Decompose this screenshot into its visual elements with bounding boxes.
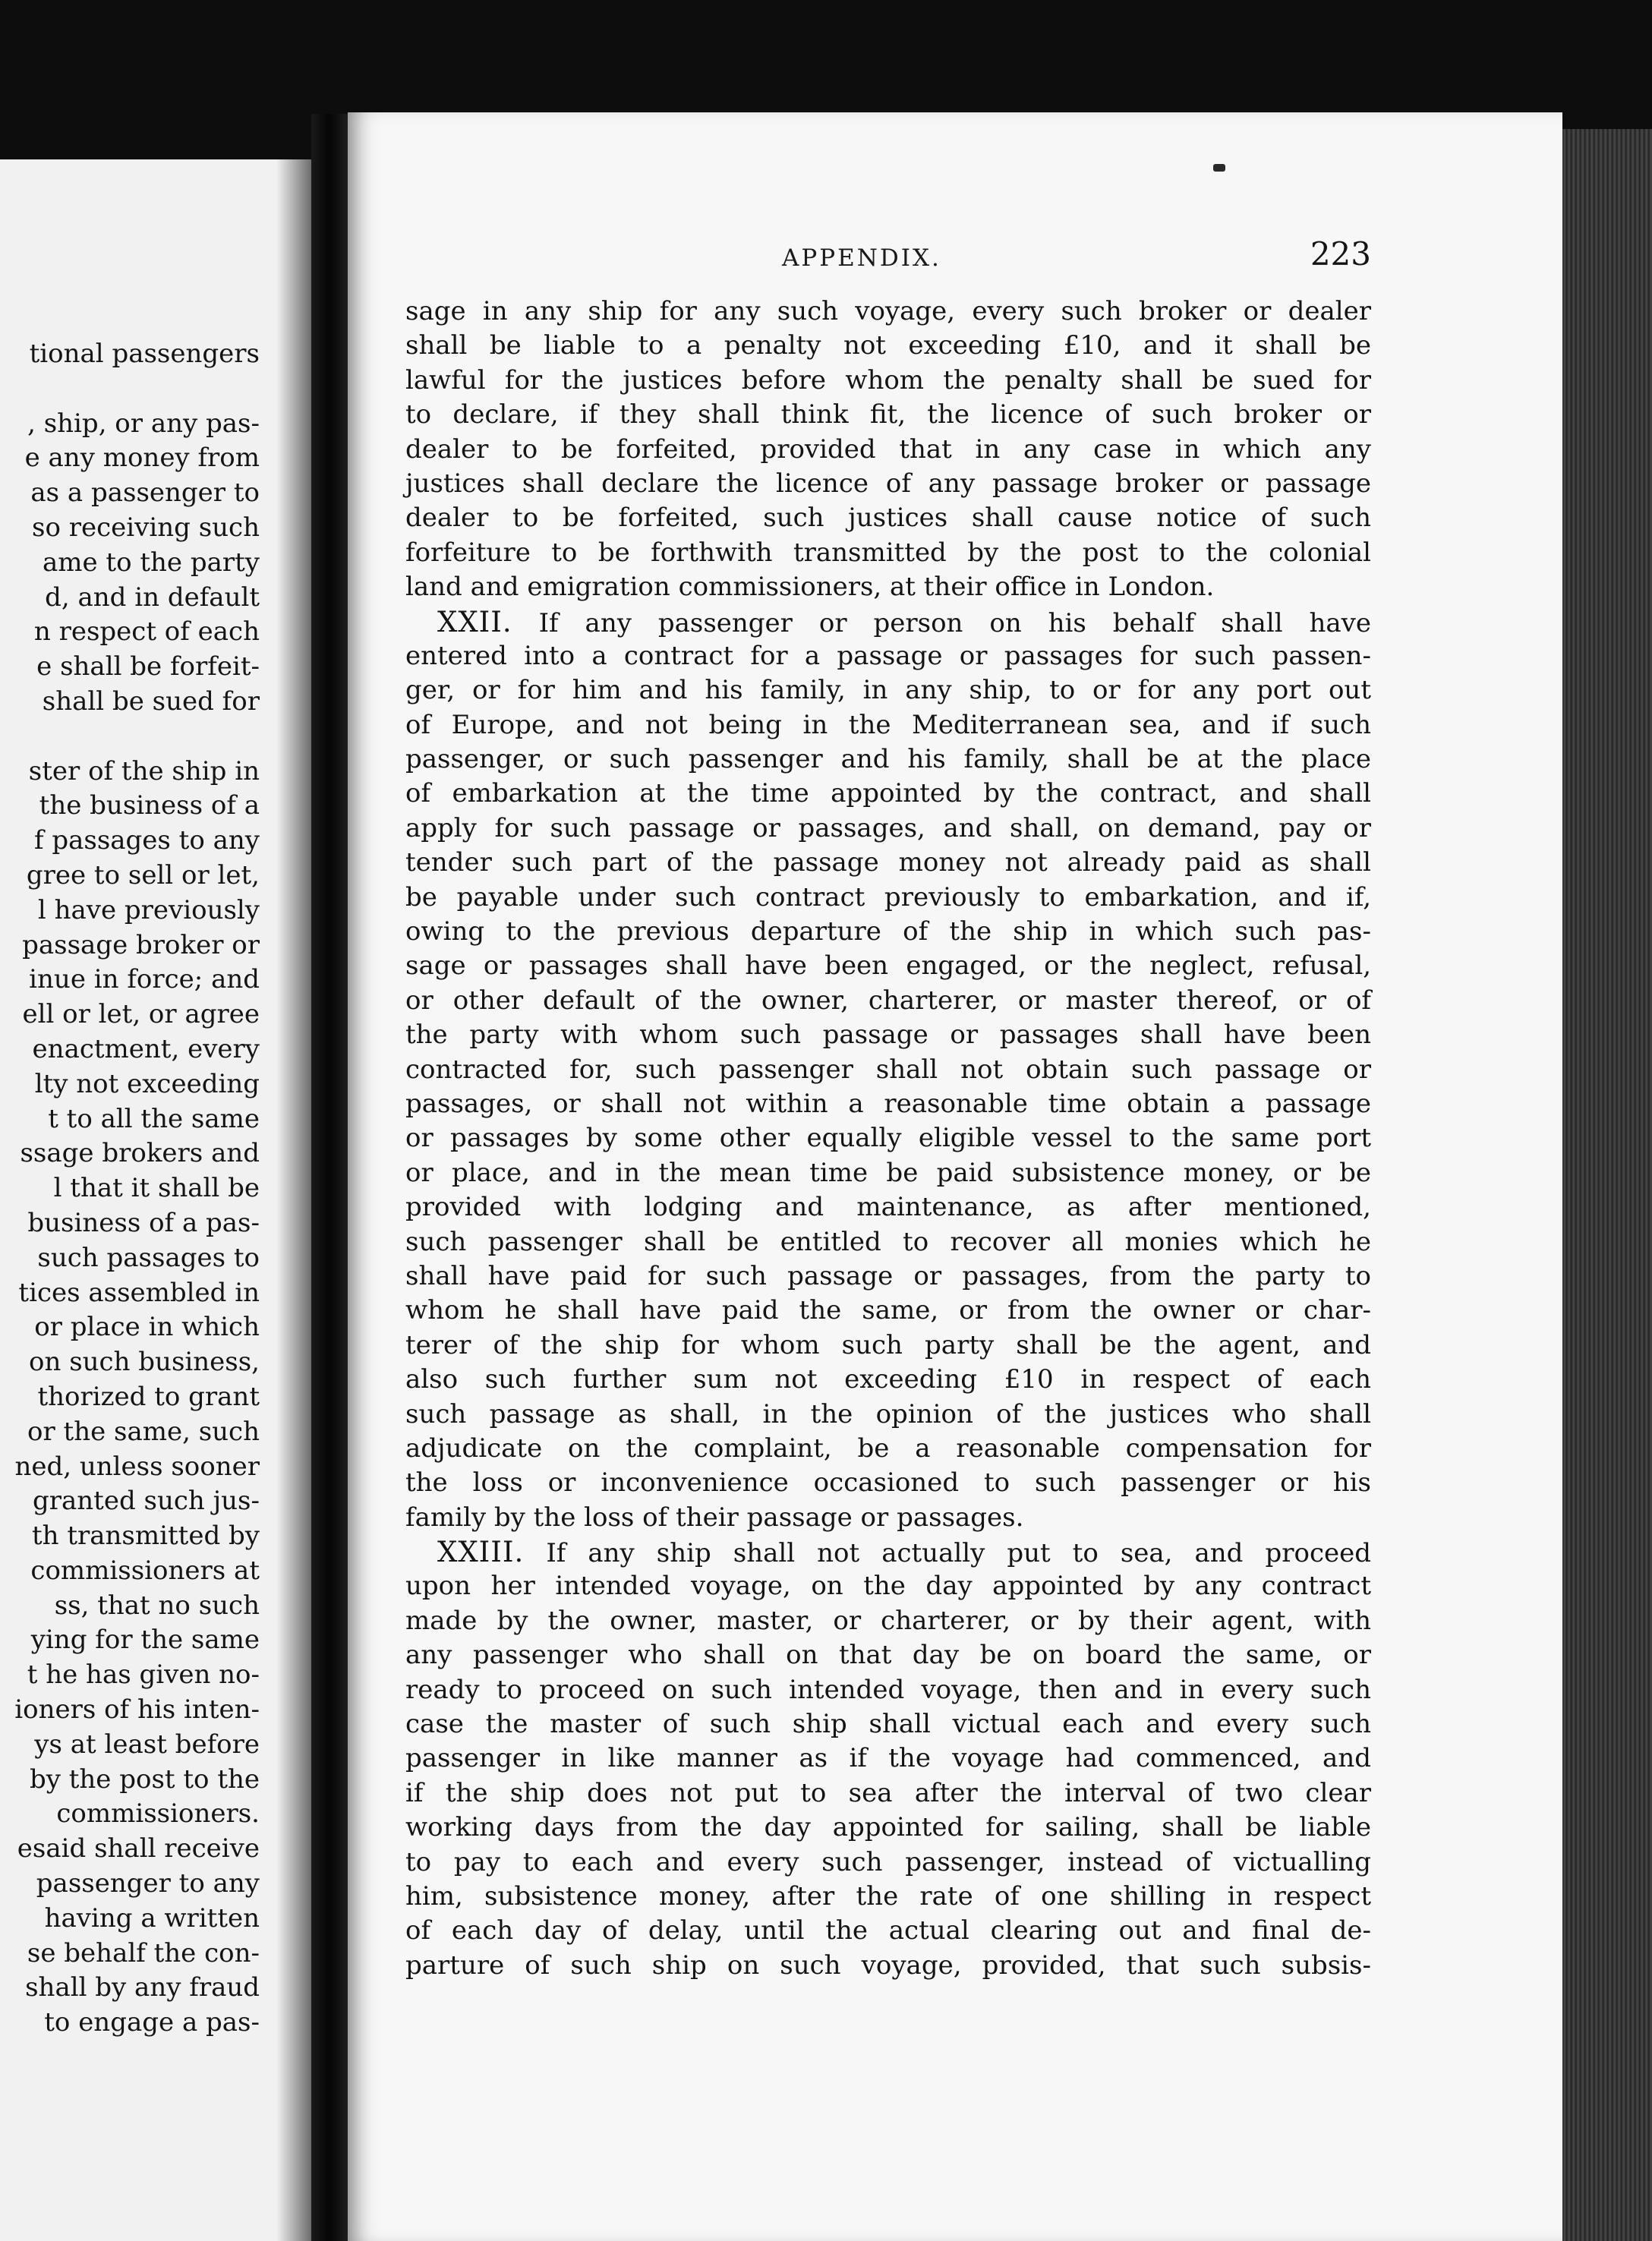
text-line: or other default of the owner, charterer, or master thereof, or of (405, 985, 1371, 1016)
text-line: ger, or for him and his family, in any ship, to or for any port out (405, 675, 1371, 706)
left-text-line: business of a pas- (27, 1207, 260, 1238)
text-line: the party with whom such passage or passages shall have been (405, 1020, 1371, 1051)
left-text-line: e shall be forfeit- (36, 651, 260, 682)
text-line: be payable under such contract previously to embarkation, and if, (405, 881, 1371, 912)
left-text-line (0, 372, 260, 407)
left-text-line: inue in force; and (29, 964, 260, 995)
text-line: owing to the previous departure of the ship in which such pas- (405, 916, 1371, 947)
text-line: to declare, if they shall think fit, the licence of such broker or (405, 399, 1371, 430)
left-text-line: l have previously (37, 894, 260, 925)
text-line: made by the owner, master, or charterer, or by their agent, with (405, 1605, 1371, 1636)
section-number-xxii: XXII. (437, 605, 512, 638)
text-line: shall have paid for such passage or passages, from the party to (405, 1260, 1371, 1291)
text-line: also such further sum not exceeding £10 in respect of each (405, 1364, 1371, 1395)
text-line: of each day of delay, until the actual clearing out and final de- (405, 1915, 1371, 1946)
text-line: forfeiture to be forthwith transmitted by the post to the colonial (405, 537, 1371, 568)
text-line: dealer to be forfeited, such justices shall cause notice of such (405, 503, 1371, 534)
left-text-line: thorized to grant (37, 1381, 260, 1412)
section-xxii-first-line (405, 605, 1371, 639)
left-text-line: ned, unless sooner (14, 1451, 260, 1482)
left-text-line: such passages to (37, 1242, 260, 1273)
section-xxii-body (405, 639, 1371, 1535)
text-line: passenger in like manner as if the voyage had commenced, and (405, 1743, 1371, 1774)
text-line: ready to proceed on such intended voyage, then and in every such (405, 1674, 1371, 1705)
section-xxii-opening: If any passenger or person on his behalf shall have (538, 607, 1371, 638)
text-line: terer of the ship for whom such party shall be the agent, and (405, 1329, 1371, 1360)
text-line: apply for such passage or passages, and shall, on demand, pay or (405, 812, 1371, 843)
left-text-line (0, 720, 260, 755)
text-line: lawful for the justices before whom the penalty shall be sued for (405, 364, 1371, 396)
text-line: him, subsistence money, after the rate of one shilling in respect (405, 1880, 1371, 1912)
left-text-line: granted such jus- (32, 1486, 260, 1517)
text-line: provided with lodging and maintenance, as after mentioned, (405, 1192, 1371, 1223)
left-text-line: as a passenger to (30, 478, 260, 509)
left-text-line: tional passengers (29, 339, 260, 369)
left-text-line: having a written (44, 1902, 260, 1934)
left-page-gutter-shadow (276, 159, 311, 2241)
left-text-line: to engage a pas- (44, 2007, 260, 2038)
left-text-line: d, and in default (45, 582, 260, 613)
text-line: entered into a contract for a passage or passages for such passen- (405, 640, 1371, 671)
left-text-line: by the post to the (29, 1763, 260, 1795)
left-text-line: passage broker or (22, 929, 260, 960)
left-text-line: gree to sell or let, (26, 859, 260, 890)
text-line: adjudicate on the complaint, be a reasonable compensation for (405, 1433, 1371, 1464)
left-text-line: passenger to any (36, 1868, 260, 1899)
left-text-line: lty not exceeding (34, 1068, 260, 1099)
left-text-line: ame to the party (42, 547, 260, 578)
left-text-line: commissioners at (30, 1555, 260, 1586)
section-number-xxiii: XXIII. (437, 1536, 525, 1569)
page-body (405, 295, 1371, 1983)
left-text-line: esaid shall receive (17, 1833, 260, 1864)
page-edges (1562, 129, 1652, 2241)
text-line: case the master of such ship shall victual each and every such (405, 1709, 1371, 1740)
left-text-line: the business of a (39, 790, 260, 821)
left-text-line: so receiving such (32, 512, 260, 543)
text-line: sage in any ship for any such voyage, every such broker or dealer (405, 296, 1371, 326)
left-text-line: or place in which (34, 1312, 260, 1343)
text-line: such passenger shall be entitled to recover all monies which he (405, 1226, 1371, 1257)
right-page (348, 112, 1562, 2241)
page-header (348, 235, 1562, 284)
text-line: shall be liable to a penalty not exceeding £10, and it shall be (405, 330, 1371, 361)
text-line: tender such part of the passage money not already paid as shall (405, 847, 1371, 878)
left-text-line: l that it shall be (53, 1173, 260, 1204)
book-gutter (311, 114, 348, 2241)
left-text-line: ying for the same (30, 1625, 260, 1656)
left-text-line: th transmitted by (31, 1521, 260, 1552)
text-line: dealer to be forfeited, provided that in any case in which any (405, 433, 1371, 465)
left-text-line: enactment, every (32, 1033, 260, 1064)
left-text-line: t he has given no- (27, 1659, 260, 1691)
section-xxiii-opening: If any ship shall not actually put to sea, and proceed (546, 1538, 1371, 1569)
text-line: land and emigration commissioners, at their office in London. (405, 572, 1215, 603)
text-line: passages, or shall not within a reasonable time obtain a passage (405, 1088, 1371, 1119)
text-line: the loss or inconvenience occasioned to such passenger or his (405, 1467, 1371, 1499)
left-text-line: shall by any fraud (25, 1972, 260, 2003)
left-text-line: shall be sued for (42, 686, 260, 717)
text-line: of Europe, and not being in the Mediterranean sea, and if such (405, 709, 1371, 740)
text-line: or passages by some other equally eligible vessel to the same port (405, 1123, 1371, 1154)
left-text-line: e any money from (24, 443, 260, 474)
left-text-line: commissioners. (56, 1798, 260, 1830)
text-line: working days from the day appointed for sailing, shall be liable (405, 1812, 1371, 1843)
text-line: if the ship does not put to sea after the interval of two clear (405, 1777, 1371, 1808)
left-text-line: ioners of his inten- (14, 1694, 260, 1726)
left-text-line: or the same, such (27, 1416, 260, 1447)
left-text-line: tices assembled in (18, 1277, 260, 1308)
left-text-line: ssage brokers and (20, 1138, 260, 1169)
text-line: sage or passages shall have been engaged, or the neglect, refusal, (405, 950, 1371, 982)
text-line: any passenger who shall on that day be on board the same, or (405, 1640, 1371, 1671)
text-line: upon her intended voyage, on the day appointed by any contract (405, 1571, 1371, 1602)
left-text-line: on such business, (29, 1347, 260, 1378)
left-text-line: f passages to any (33, 825, 260, 856)
scan-speck (1213, 164, 1225, 172)
left-text-line: ster of the ship in (28, 755, 260, 786)
text-line: passenger, or such passenger and his family, shall be at the place (405, 744, 1371, 775)
text-line: justices shall declare the licence of any passage broker or passage (405, 468, 1371, 499)
page-number: 223 (1310, 235, 1371, 273)
left-text-line: ell or let, or agree (22, 999, 260, 1030)
text-line: of embarkation at the time appointed by the contract, and shall (405, 778, 1371, 809)
left-text-line: se behalf the con- (27, 1937, 260, 1968)
text-line: contracted for, such passenger shall not obtain such passage or (405, 1054, 1371, 1085)
left-page-text (0, 337, 260, 2041)
left-text-line: ys at least before (34, 1729, 260, 1760)
section-xxiii-body (405, 1569, 1371, 1983)
text-line: to pay to each and every such passenger, instead of victualling (405, 1846, 1371, 1877)
text-line: parture of such ship on such voyage, provided, that such subsis- (405, 1949, 1371, 1981)
left-text-line: ss, that no such (54, 1590, 260, 1621)
left-page (0, 159, 311, 2241)
section-xxiii-first-line (405, 1535, 1371, 1569)
running-head: APPENDIX. (782, 244, 941, 272)
left-text-line: , ship, or any pas- (27, 408, 260, 439)
text-line: or place, and in the mean time be paid subsistence money, or be (405, 1157, 1371, 1188)
paragraph-continued (405, 295, 1371, 605)
text-line: family by the loss of their passage or passages. (405, 1502, 1024, 1533)
left-text-line: n respect of each (33, 616, 260, 648)
text-line: such passage as shall, in the opinion of the justices who shall (405, 1398, 1371, 1429)
text-line: whom he shall have paid the same, or from the owner or char- (405, 1295, 1371, 1326)
left-text-line: t to all the same (48, 1103, 260, 1134)
